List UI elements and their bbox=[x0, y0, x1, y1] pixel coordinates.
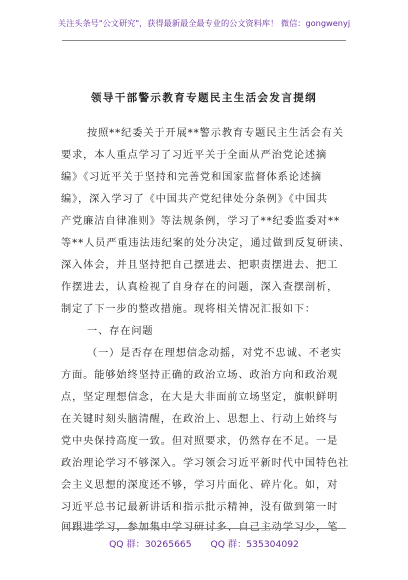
paragraph-line: 编》，深入学习了《中国共产党纪律处分条例》《中国共 bbox=[61, 194, 328, 205]
paragraph-line: 在关键时刻头脑清醒，在政治上、思想上、行动上始终与 bbox=[61, 414, 339, 425]
paragraph-line: 编》《习近平关于坚持和完善党和国家监督体系论述摘 bbox=[61, 172, 322, 183]
paragraph-line: 产党廉洁自律准则》等法规条例，学习了**纪委监委对** bbox=[61, 216, 340, 227]
footer-qq-group-2: QQ 群：535304092 bbox=[210, 539, 299, 550]
paragraph-line: （一）是否存在理想信念动摇，对党不忠诚、不老实 bbox=[87, 348, 343, 359]
paragraph-line: 深入体会，并且坚持把自己摆进去、把职责摆进去、把工 bbox=[61, 260, 339, 271]
paragraph-line: 政治理论学习不够深入。学习领会习近平新时代中国特色社 bbox=[61, 458, 350, 469]
footer-contact bbox=[0, 536, 408, 550]
paragraph-line: 点，坚定理想信念，在大是大非面前立场坚定，旗帜鲜明 bbox=[61, 392, 339, 403]
paragraph-line: 按照**纪委关于开展**警示教育专题民主生活会有关 bbox=[87, 128, 344, 139]
paragraph-line: 方面。能够始终坚持正确的政治立场、政治方向和政治观 bbox=[61, 370, 339, 381]
paragraph-line: 习近平总书记最新讲话和指示批示精神，没有做到第一时 bbox=[61, 502, 339, 513]
paragraph-line bbox=[61, 518, 351, 533]
paragraph-line: 会主义思想的深度还不够，学习片面化、碎片化。如，对 bbox=[61, 480, 339, 491]
paragraph-line: 制定了下一步的整改措施。现将相关情况汇报如下： bbox=[61, 304, 317, 315]
header-divider bbox=[62, 40, 346, 41]
paragraph-line: 等**人员严重违法违纪案的处分决定，通过做到反复研读、 bbox=[61, 238, 351, 249]
document-title: 领导干部警示教育专题民主生活会发言提纲 bbox=[90, 92, 318, 104]
footer-divider bbox=[62, 528, 346, 529]
section-heading: 一、存在问题 bbox=[87, 326, 154, 337]
paragraph-line: 要求，本人重点学习了习近平关于全面从严治党论述摘 bbox=[61, 150, 328, 161]
header-promo-text: 关注头条号"公文研究"，获得最新最全最专业的公文资料库！ 微信：gongwenyj bbox=[57, 18, 351, 28]
paragraph-line: 党中央保持高度一致。但对照要求，仍然存在不足。一是 bbox=[61, 436, 339, 447]
paragraph-line: 作摆进去，认真检视了自身存在的问题，深入查摆剖析， bbox=[61, 282, 339, 293]
footer-qq-group-1: QQ 群：30265665 bbox=[109, 539, 192, 550]
